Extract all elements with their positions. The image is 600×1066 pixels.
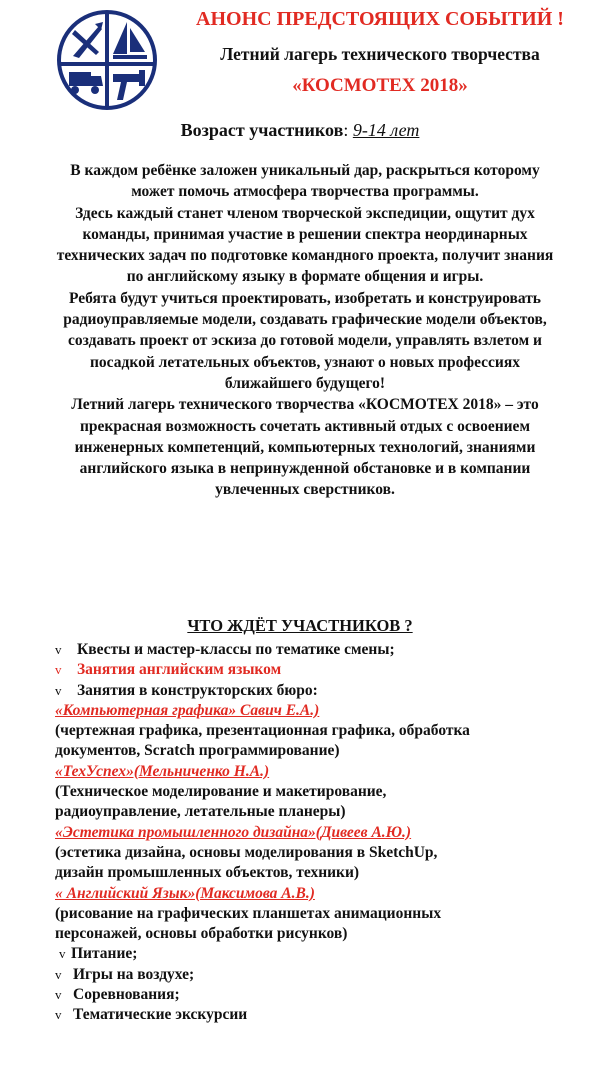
- intro-paragraph: В каждом ребёнке заложен уникальный дар, раскрыться которому может помочь атмосфера творчества программы.: [70, 162, 540, 201]
- list-item-food: [55, 944, 595, 964]
- age-line: [0, 120, 600, 141]
- list-item-text: Питание;: [71, 945, 138, 963]
- intro-text: [50, 160, 560, 501]
- bureau-desc: персонажей, основы обработки рисунков): [55, 925, 348, 943]
- bullet-icon: v: [55, 682, 62, 698]
- list-item-text: Квесты и мастер-классы по тематике смены;: [77, 641, 395, 658]
- camp-logo: [55, 8, 159, 112]
- intro-paragraph: Ребята будут учиться проектировать, изобретать и конструировать радиоуправляемые модели, создавать графические модели объектов, создавать проект от эскиза до готовой модели, управлять взлетом и посадкой летательных объектов, узнают о новых профессиях ближайшего будущего!: [63, 289, 547, 392]
- list-item-competitions: [55, 985, 595, 1005]
- bullet-icon: v: [55, 642, 62, 657]
- camp-subtitle: Летний лагерь технического творчества: [220, 44, 540, 64]
- intro-paragraph: Здесь каждый станет членом творческой экспедиции, ощутит дух команды, принимая участие в решении спектра неординарных технических задач по подготовке командного проекта, получит знания по английскому языку в формате общения и игры.: [56, 204, 554, 286]
- bureau-desc: радиоуправление, летательные планеры): [55, 803, 346, 821]
- bureau-link-graphics[interactable]: «Компьютерная графика» Савич Е.А.): [55, 701, 320, 719]
- list-item-text: Занятия английским языком: [77, 661, 282, 679]
- list-item-text: Тематические экскурсии: [73, 1006, 248, 1024]
- list-item-bureaus: [55, 681, 595, 701]
- list-item-text: Соревнования;: [73, 986, 180, 1004]
- list-item-outdoor: [55, 965, 595, 985]
- bullet-icon: v: [55, 1007, 62, 1023]
- age-label: Возраст участников: [180, 120, 344, 140]
- bureau-link-design[interactable]: «Эстетика промышленного дизайна»(Дивеев А.Ю.): [55, 823, 412, 841]
- list-item-text: Занятия в конструкторских бюро:: [77, 681, 318, 699]
- bullet-icon: v: [55, 662, 62, 678]
- bureau-link-techuspeh[interactable]: «ТехУспех»(Мельниченко Н.А.): [55, 762, 270, 780]
- intro-paragraph: Летний лагерь технического творчества «КОСМОТЕХ 2018» – это прекрасная возможность сочетать активный отдых с освоением инженерных компетенций, компьютерных технологий, знаниями английского языка в непринужденной обстановке и в компании увлеченных сверстников.: [71, 396, 539, 499]
- list-item-quests: [55, 640, 595, 660]
- bureau-desc: (Техническое моделирование и макетирование,: [55, 783, 387, 801]
- bureau-desc: (чертежная графика, презентационная графика, обработка: [55, 722, 470, 740]
- bureau-desc: документов, Scratch программирование): [55, 742, 340, 760]
- bureau-desc: (рисование на графических планшетах анимационных: [55, 904, 442, 922]
- list-item-text: Игры на воздухе;: [73, 965, 195, 983]
- age-colon: :: [343, 120, 349, 140]
- list-item-english: [55, 660, 595, 680]
- bureau-desc: дизайн промышленных объектов, техники): [55, 864, 360, 882]
- age-value: 9-14 лет: [352, 120, 420, 140]
- list-item-excursions: [55, 1005, 595, 1025]
- bureau-desc: (эстетика дизайна, основы моделирования в SketchUp,: [55, 843, 438, 861]
- bureau-link-english[interactable]: « Английский Язык»(Максимова А.В.): [55, 884, 315, 902]
- bullet-icon: v: [59, 946, 66, 962]
- bullet-icon: v: [55, 966, 62, 982]
- bullet-icon: v: [55, 987, 62, 1003]
- event-name: «КОСМОТЕХ 2018»: [292, 75, 468, 96]
- activities-list: [55, 640, 595, 1026]
- section-heading: ЧТО ЖДЁТ УЧАСТНИКОВ ?: [187, 616, 413, 635]
- announcement-title: АНОНС ПРЕДСТОЯЩИХ СОБЫТИЙ !: [196, 8, 564, 30]
